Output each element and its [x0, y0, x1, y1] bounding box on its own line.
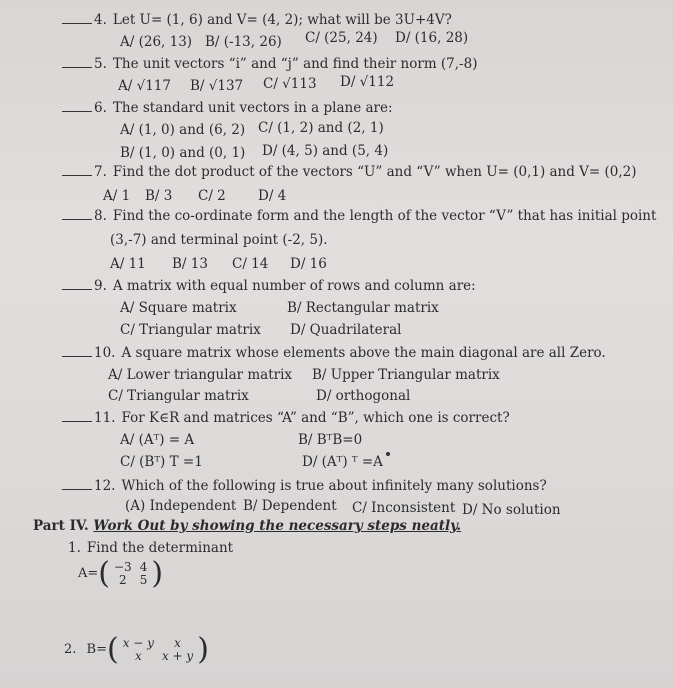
option: D/ √112 [340, 74, 395, 90]
matrix-a [78, 556, 163, 591]
option: A/ √117 [118, 78, 171, 94]
option: A/ 1 [103, 188, 131, 204]
question-11: 11. For K∈R and matrices “A” and “B”, which one is correct? [62, 410, 510, 426]
option: D/ orthogonal [316, 388, 411, 404]
option: D/ 16 [290, 256, 327, 272]
option: A/ Lower triangular matrix [108, 367, 293, 383]
option: D/ (Aᵀ) ᵀ =A [302, 454, 383, 470]
option: B/ 13 [172, 256, 208, 272]
option: D/ 4 [258, 188, 287, 204]
matrix-cell: 5 [139, 572, 148, 587]
matrix-b-cells [119, 637, 197, 663]
matrix-a-cells [110, 561, 151, 587]
left-paren: ( [107, 632, 119, 667]
question-text: Find the dot product of the vectors “U” and “V” when U= (0,1) and V= (0,2) [112, 164, 637, 180]
option: A/ (Aᵀ) = A [120, 432, 195, 448]
question-text: The standard unit vectors in a plane are: [112, 100, 393, 116]
work-item-1: 1. Find the determinant [68, 540, 234, 556]
question-text: For K∈R and matrices “A” and “B”, which one is correct? [121, 410, 510, 426]
question-text: Let U= (1, 6) and V= (4, 2); what will be 3U+4V? [112, 12, 452, 28]
option: D/ Quadrilateral [290, 322, 402, 338]
matrix-cell: x + y [161, 648, 194, 663]
answer-blank [62, 356, 92, 357]
option: C/ (25, 24) [305, 30, 378, 46]
matrix-cell: x [174, 635, 181, 650]
question-text: The unit vectors “i” and “j” and find their norm (7,-8) [112, 56, 478, 72]
left-paren: ( [98, 556, 110, 591]
option: D/ No solution [462, 502, 561, 518]
question-9: 9. A matrix with equal number of rows and column are: [62, 278, 476, 294]
option: B/ BᵀB=0 [298, 432, 363, 448]
matrix-cell: x − y [122, 635, 154, 650]
answer-blank [62, 67, 92, 68]
answer-blank [62, 219, 92, 220]
option: B/ Rectangular matrix [287, 300, 439, 316]
option: C/ 14 [232, 256, 269, 272]
option: C/ Triangular matrix [108, 388, 249, 404]
question-5: 5. The unit vectors “i” and “j” and find their norm (7,-8) [62, 56, 477, 72]
question-text: Find the co-ordinate form and the length of the vector “V” that has initial point [112, 208, 657, 224]
answer-blank [62, 111, 92, 112]
question-12: 12. Which of the following is true about infinitely many solutions? [62, 478, 547, 494]
option: A/ (26, 13) [120, 34, 193, 50]
option: C/ √113 [263, 76, 317, 92]
right-paren: ) [197, 632, 209, 667]
matrix-name: A= [78, 566, 99, 581]
question-8: 8. Find the co-ordinate form and the length of the vector “V” that has initial point [62, 208, 656, 224]
option: A/ Square matrix [120, 300, 237, 316]
option: B/ (-13, 26) [205, 34, 282, 50]
question-7: 7. Find the dot product of the vectors “U” and “V” when U= (0,1) and V= (0,2) [62, 164, 637, 180]
matrix-cell: x [134, 648, 142, 663]
question-text: Which of the following is true about infinitely many solutions? [121, 478, 547, 494]
answer-blank [62, 489, 92, 490]
ink-dot [386, 452, 390, 456]
matrix-cell: 4 [139, 559, 148, 574]
work-item-text: Find the determinant [86, 540, 234, 556]
matrix-cell: −3 [114, 559, 132, 574]
option: A/ (1, 0) and (6, 2) [120, 122, 246, 138]
work-item-2: 2. B=( x − y x x x + y ) [64, 632, 209, 667]
question-6: 6. The standard unit vectors in a plane are: [62, 100, 393, 116]
question-10: 10. A square matrix whose elements above the main diagonal are all Zero. [62, 345, 606, 361]
option: C/ (1, 2) and (2, 1) [258, 120, 384, 136]
option: A/ 11 [110, 256, 146, 272]
part-iv-heading [33, 518, 461, 534]
option: C/ Inconsistent [352, 500, 456, 516]
option: D/ (16, 28) [395, 30, 469, 46]
answer-blank [62, 175, 92, 176]
question-4: 4. Let U= (1, 6) and V= (4, 2); what will be 3U+4V? [62, 12, 452, 28]
question-text: A matrix with equal number of rows and column are: [112, 278, 476, 294]
option: B/ (1, 0) and (0, 1) [120, 145, 246, 161]
part-label: Part IV. [33, 518, 89, 534]
answer-blank [62, 23, 92, 24]
question-8-continuation: (3,-7) and terminal point (-2, 5). [110, 232, 328, 248]
answer-blank [62, 421, 92, 422]
question-text: A square matrix whose elements above the main diagonal are all Zero. [121, 345, 606, 361]
option: D/ (4, 5) and (5, 4) [262, 143, 389, 159]
option: B/ Upper Triangular matrix [312, 367, 500, 383]
matrix-name: B= [86, 642, 107, 657]
option: B/ 3 [145, 188, 173, 204]
option: (A) Independent [125, 498, 237, 514]
option: C/ Triangular matrix [120, 322, 261, 338]
option: B/ Dependent [243, 498, 337, 514]
option: C/ 2 [198, 188, 226, 204]
right-paren: ) [151, 556, 164, 591]
option: B/ √137 [190, 78, 244, 94]
part-title: Work Out by showing the necessary steps neatly. [93, 518, 462, 534]
answer-blank [62, 289, 92, 290]
matrix-cell: 2 [119, 572, 127, 587]
option: C/ (Bᵀ) T =1 [120, 454, 203, 470]
